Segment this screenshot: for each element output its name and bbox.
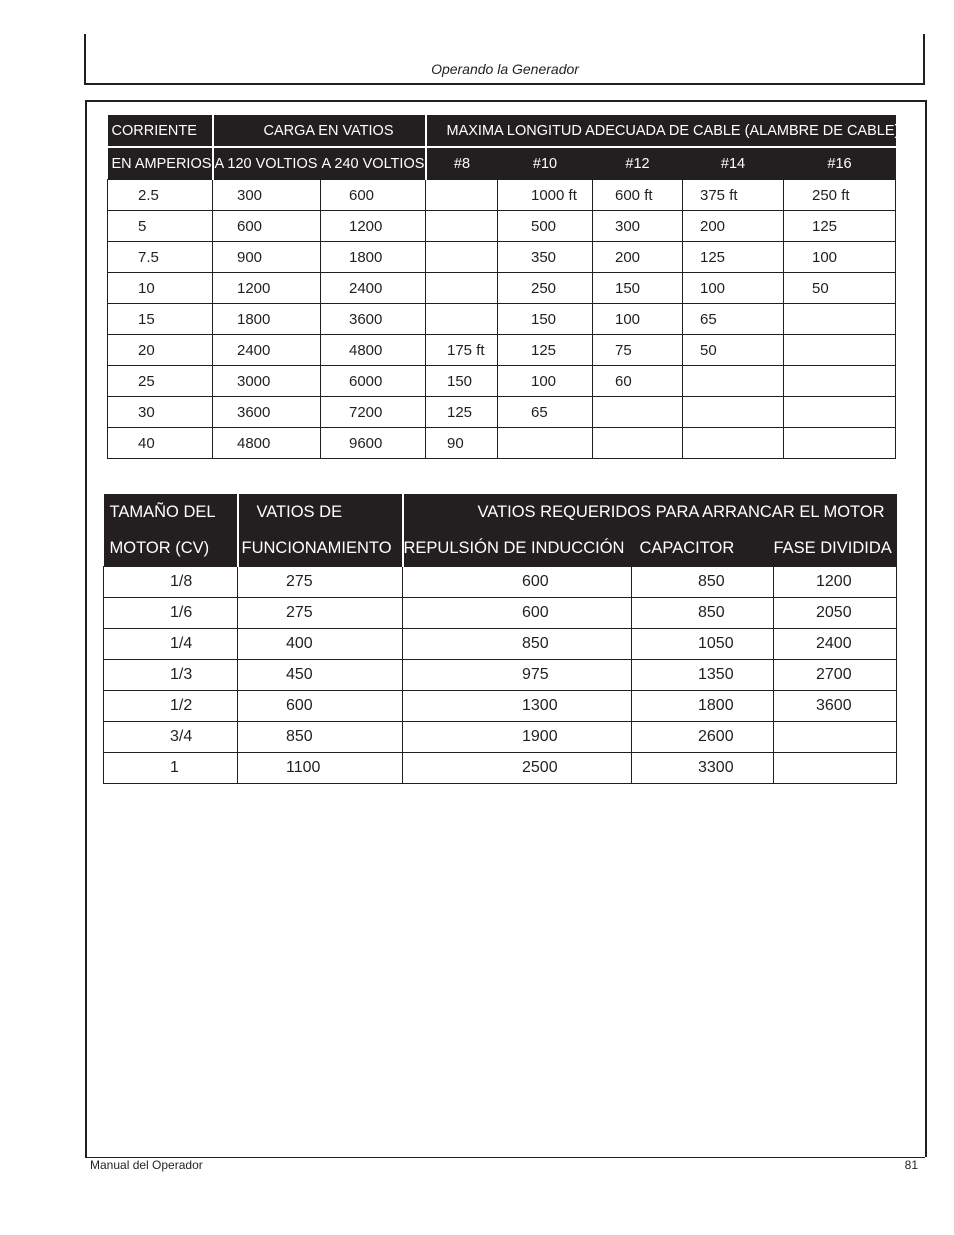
- cable-table-cell: [426, 273, 498, 304]
- motor-table-cell: 1200: [774, 567, 897, 598]
- header-load: CARGA EN VATIOS: [213, 115, 426, 147]
- motor-table-cell: 275: [238, 567, 403, 598]
- cable-table-row: [108, 366, 896, 397]
- cable-table-cell: 250: [498, 273, 593, 304]
- motor-table-cell: 1100: [238, 753, 403, 784]
- cable-table-cell: 65: [498, 397, 593, 428]
- cable-table-cell: 1000 ft: [498, 180, 593, 211]
- cable-table-cell: 300: [593, 211, 683, 242]
- cable-table-cell: [784, 304, 896, 335]
- cable-table-cell: 175 ft: [426, 335, 498, 366]
- footer-rule: [85, 1157, 925, 1158]
- cable-table-cell: 3600: [213, 397, 321, 428]
- cable-table-cell: [593, 428, 683, 459]
- header-current: CORRIENTE: [108, 115, 213, 147]
- top-left-frame-line: [84, 34, 86, 85]
- motor-table-cell: 975: [403, 660, 632, 691]
- cable-table-row: [108, 428, 896, 459]
- cable-table-row: [108, 397, 896, 428]
- motor-table-row: [104, 567, 897, 598]
- motor-table-cell: 600: [403, 598, 632, 629]
- motor-table-cell: 400: [238, 629, 403, 660]
- header-120v: A 120 VOLTIOS: [213, 147, 321, 180]
- cable-table-cell: 65: [683, 304, 784, 335]
- motor-table-cell: 3/4: [104, 722, 238, 753]
- cable-header-row-1: [108, 115, 896, 147]
- motor-table-cell: 1350: [632, 660, 774, 691]
- running-head: Operando la Generador: [431, 61, 579, 77]
- header-240v: A 240 VOLTIOS: [321, 147, 426, 180]
- cable-table-cell: 100: [498, 366, 593, 397]
- header-starting-watts: VATIOS REQUERIDOS PARA ARRANCAR EL MOTOR: [403, 494, 897, 530]
- cable-table-cell: [593, 397, 683, 428]
- motor-table-cell: 1050: [632, 629, 774, 660]
- cable-table-cell: [784, 366, 896, 397]
- header-gauge-16: #16: [784, 147, 896, 180]
- header-induction-repulsion: REPULSIÓN DE INDUCCIÓN: [403, 530, 632, 567]
- header-motor-size: TAMAÑO DEL: [104, 494, 238, 530]
- cable-table-cell: 2400: [213, 335, 321, 366]
- cable-table-cell: 150: [593, 273, 683, 304]
- motor-table-cell: 1300: [403, 691, 632, 722]
- cable-table-cell: [683, 397, 784, 428]
- cable-table-cell: 125: [498, 335, 593, 366]
- header-amperes: EN AMPERIOS: [108, 147, 213, 180]
- motor-table-cell: 600: [238, 691, 403, 722]
- cable-table-cell: 1200: [321, 211, 426, 242]
- motor-table-row: [104, 660, 897, 691]
- cable-table-cell: 200: [683, 211, 784, 242]
- cable-table-cell: 125: [426, 397, 498, 428]
- header-gauge-12: #12: [593, 147, 683, 180]
- cable-table-cell: 350: [498, 242, 593, 273]
- header-rule: [84, 83, 925, 85]
- cable-table-cell: 3000: [213, 366, 321, 397]
- cable-table-cell: 4800: [321, 335, 426, 366]
- cable-table-cell: [426, 242, 498, 273]
- cable-table-cell: [784, 428, 896, 459]
- cable-table-cell: 150: [498, 304, 593, 335]
- cable-table-cell: [426, 211, 498, 242]
- footer-manual-title: Manual del Operador: [90, 1158, 203, 1172]
- cable-table-cell: 200: [593, 242, 683, 273]
- motor-table-cell: 850: [238, 722, 403, 753]
- motor-table-cell: 1: [104, 753, 238, 784]
- motor-table-cell: 1/3: [104, 660, 238, 691]
- motor-table-row: [104, 691, 897, 722]
- cable-table-cell: [426, 180, 498, 211]
- cable-table-cell: 50: [683, 335, 784, 366]
- motor-table-cell: 3600: [774, 691, 897, 722]
- cable-table-row: [108, 273, 896, 304]
- cable-table-cell: 250 ft: [784, 180, 896, 211]
- cable-table-cell: 4800: [213, 428, 321, 459]
- motor-table-cell: 1/2: [104, 691, 238, 722]
- motor-table-cell: 2500: [403, 753, 632, 784]
- motor-table-cell: 2050: [774, 598, 897, 629]
- cable-table-cell: 90: [426, 428, 498, 459]
- header-motor-hp: MOTOR (CV): [104, 530, 238, 567]
- motor-table-cell: 850: [632, 567, 774, 598]
- cable-table-cell: [784, 335, 896, 366]
- motor-table-cell: 3300: [632, 753, 774, 784]
- cable-table-cell: 1800: [321, 242, 426, 273]
- header-gauge-10: #10: [498, 147, 593, 180]
- motor-table-cell: 1900: [403, 722, 632, 753]
- cable-table-cell: 20: [108, 335, 213, 366]
- motor-table-row: [104, 722, 897, 753]
- motor-table-cell: 2400: [774, 629, 897, 660]
- motor-table-row: [104, 598, 897, 629]
- page-number: 81: [904, 1158, 918, 1172]
- cable-table-cell: 6000: [321, 366, 426, 397]
- motor-header-row-1: [104, 494, 897, 530]
- cable-table-cell: 5: [108, 211, 213, 242]
- motor-table-cell: 850: [403, 629, 632, 660]
- cable-table-cell: 1200: [213, 273, 321, 304]
- header-running: FUNCIONAMIENTO: [238, 530, 403, 567]
- cable-table-cell: 75: [593, 335, 683, 366]
- motor-header-row-2: [104, 530, 897, 567]
- header-gauge-8: #8: [426, 147, 498, 180]
- cable-table-cell: [683, 366, 784, 397]
- motor-table-body: [104, 567, 897, 784]
- header-gauge-14: #14: [683, 147, 784, 180]
- cable-table-cell: 500: [498, 211, 593, 242]
- motor-table-cell: 1800: [632, 691, 774, 722]
- cable-table-cell: 600 ft: [593, 180, 683, 211]
- cable-table-cell: 60: [593, 366, 683, 397]
- motor-table-cell: 2600: [632, 722, 774, 753]
- motor-table-row: [104, 629, 897, 660]
- cable-table-cell: 3600: [321, 304, 426, 335]
- cable-table-cell: 125: [784, 211, 896, 242]
- header-running-watts: VATIOS DE: [238, 494, 403, 530]
- cable-table-cell: 600: [321, 180, 426, 211]
- header-split-phase: FASE DIVIDIDA: [774, 530, 897, 567]
- cable-table-row: [108, 211, 896, 242]
- motor-table-cell: [774, 722, 897, 753]
- motor-table-cell: [774, 753, 897, 784]
- top-right-frame-line: [923, 34, 925, 85]
- motor-watts-table: [103, 494, 897, 784]
- motor-table-cell: 600: [403, 567, 632, 598]
- cable-table-cell: 1800: [213, 304, 321, 335]
- cable-table-cell: 7.5: [108, 242, 213, 273]
- header-max-length: MAXIMA LONGITUD ADECUADA DE CABLE (ALAMBRE DE CABLE): [426, 115, 896, 147]
- cable-table-body: [108, 180, 896, 459]
- cable-header-row-2: [108, 147, 896, 180]
- cable-table-cell: 15: [108, 304, 213, 335]
- motor-table-cell: 1/4: [104, 629, 238, 660]
- cable-table-cell: 50: [784, 273, 896, 304]
- cable-table-row: [108, 304, 896, 335]
- cable-table-cell: 40: [108, 428, 213, 459]
- cable-table-cell: 7200: [321, 397, 426, 428]
- cable-table-row: [108, 335, 896, 366]
- cable-table-cell: 375 ft: [683, 180, 784, 211]
- cable-table-cell: [498, 428, 593, 459]
- cable-table-row: [108, 180, 896, 211]
- motor-table-cell: 2700: [774, 660, 897, 691]
- cable-table-cell: 300: [213, 180, 321, 211]
- cable-table-cell: 2.5: [108, 180, 213, 211]
- motor-table-row: [104, 753, 897, 784]
- motor-table-cell: 275: [238, 598, 403, 629]
- cable-table-cell: 30: [108, 397, 213, 428]
- cable-table-cell: 100: [784, 242, 896, 273]
- cable-table-cell: 150: [426, 366, 498, 397]
- cable-table-cell: 2400: [321, 273, 426, 304]
- cable-table-cell: 100: [683, 273, 784, 304]
- header-capacitor: CAPACITOR: [632, 530, 774, 567]
- cable-table-cell: 25: [108, 366, 213, 397]
- cable-table-cell: 900: [213, 242, 321, 273]
- cable-table-cell: 600: [213, 211, 321, 242]
- cable-table-row: [108, 242, 896, 273]
- cable-length-table: [107, 115, 900, 459]
- motor-table-cell: 850: [632, 598, 774, 629]
- cable-table-cell: 9600: [321, 428, 426, 459]
- cable-table-cell: 100: [593, 304, 683, 335]
- motor-table-cell: 450: [238, 660, 403, 691]
- motor-table-cell: 1/8: [104, 567, 238, 598]
- cable-table-cell: [784, 397, 896, 428]
- cable-table-cell: [683, 428, 784, 459]
- cable-table-cell: 125: [683, 242, 784, 273]
- cable-table-cell: 10: [108, 273, 213, 304]
- motor-table-cell: 1/6: [104, 598, 238, 629]
- cable-table-cell: [426, 304, 498, 335]
